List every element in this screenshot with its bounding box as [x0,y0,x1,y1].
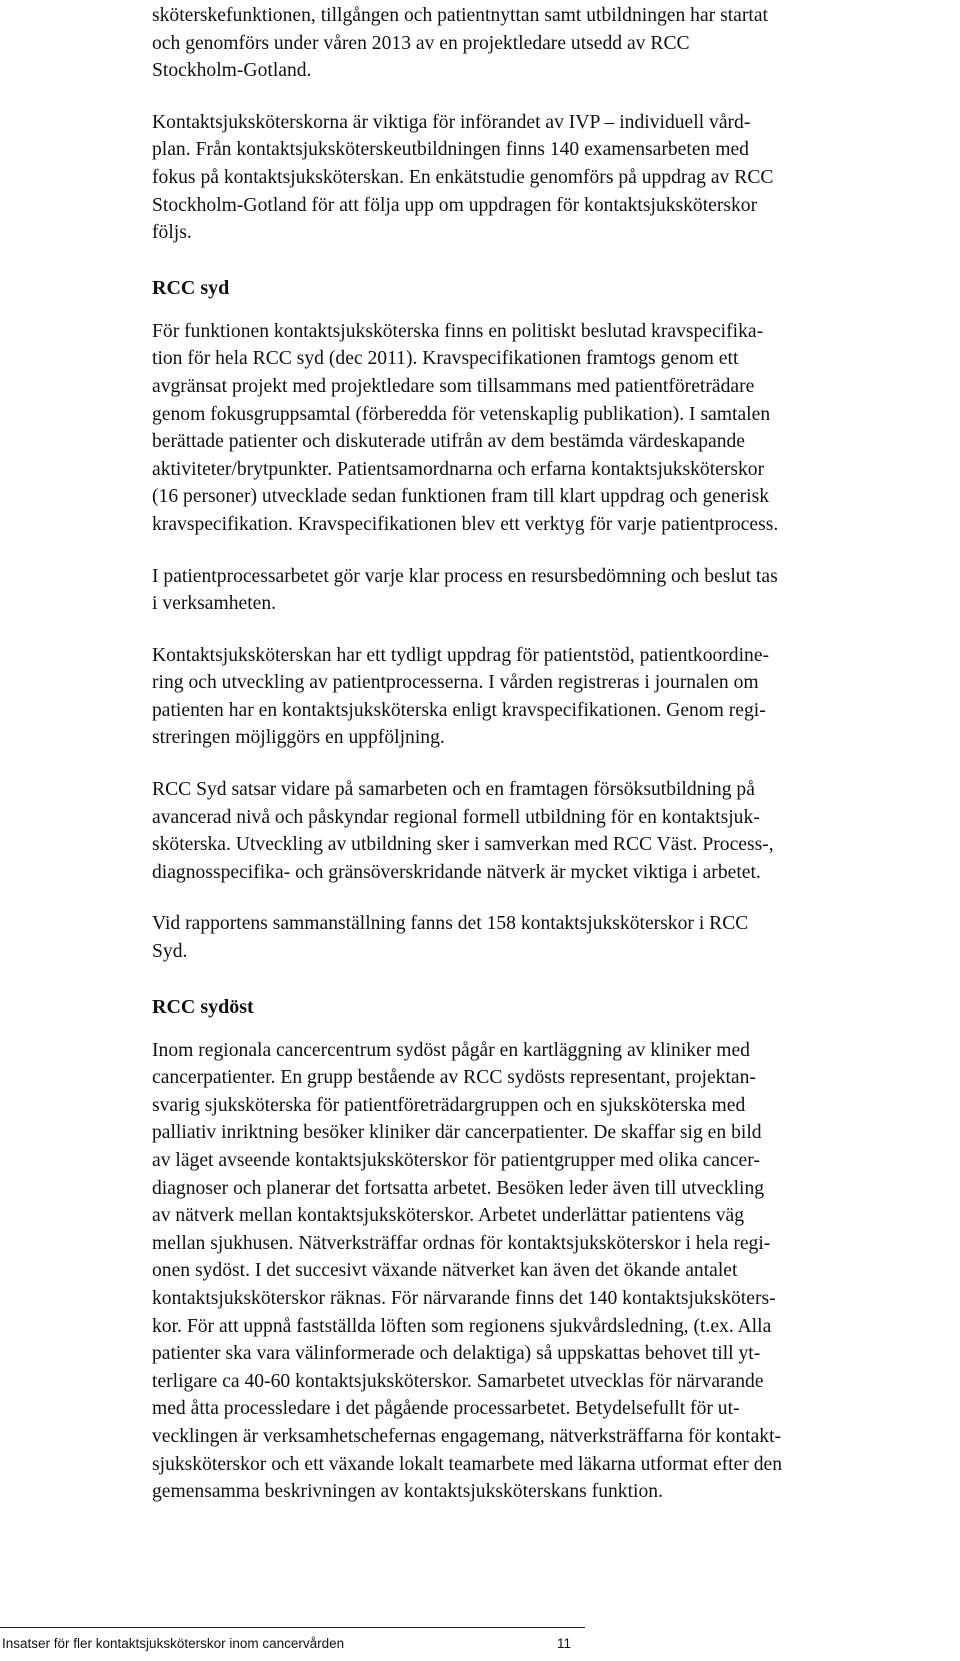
text-line: sköterskefunktionen, tillgången och patientnyttan samt utbildningen har startat [152,5,768,26]
text-line: fokus på kontaktsjuksköterskan. En enkätstudie genomförs på uppdrag av RCC [152,166,774,188]
paragraph-stockholm-start [152,2,948,85]
text-line: med åtta processledare i det pågående processarbetet. Betydelsefullt för ut- [152,1398,740,1420]
text-line: patienten har en kontaktsjuksköterska enligt kravspecifikationen. Genom regi- [152,699,766,721]
paragraph-utbildning [152,776,948,886]
text-line: plan. Från kontaktsjuksköterskeutbildningen finns 140 examensarbeten med [152,139,749,161]
text-line: och genomförs under våren 2013 av en projektledare utsedd av RCC [152,32,690,54]
text-line: svarig sjuksköterska för patientföreträdargruppen och en sjuksköterska med [152,1094,746,1116]
text-line: diagnoser och planerar det fortsatta arbetet. Besöken leder även till utveckling [152,1177,765,1199]
text-line: kravspecifikation. Kravspecifikationen blev ett verktyg för varje patientprocess. [152,513,779,535]
paragraph-patientprocess [152,563,948,618]
section-heading-rcc-syd: RCC syd [152,276,230,299]
text-line: Kontaktsjuksköterskorna är viktiga för införandet av IVP – individuell vård- [152,111,751,133]
text-line: I patientprocessarbetet gör varje klar process en resursbedömning och beslut tas [152,565,778,587]
text-line: streringen möjliggörs en uppföljning. [152,727,445,749]
text-line: Inom regionala cancercentrum sydöst pågår en kartläggning av kliniker med [152,1039,750,1061]
paragraph-sydost [152,1037,948,1506]
text-line: palliativ inriktning besöker kliniker där cancerpatienter. De skaffar sig en bild [152,1122,762,1144]
text-line: följs. [152,222,192,244]
text-line: i verksamheten. [152,593,277,615]
text-line: berättade patienter och diskuterade utifrån av dem bestämda värdeskapande [152,431,745,453]
text-line: Stockholm-Gotland. [152,60,312,82]
text-line: sköterska. Utveckling av utbildning sker i samverkan med RCC Väst. Process-, [152,834,774,856]
text-line: onen sydöst. I det succesivt växande nätverket kan även det ökande antalet [152,1260,738,1282]
text-line: För funktionen kontaktsjuksköterska finns en politiskt beslutad kravspecifika- [152,320,764,342]
text-line: cancerpatienter. En grupp bestående av RCC sydösts representant, projektan- [152,1067,756,1089]
section-heading-rcc-sydost: RCC sydöst [152,995,254,1018]
text-line: av nätverk mellan kontaktsjuksköterskor. Arbetet underlättar patientens väg [152,1205,744,1227]
text-line: avgränsat projekt med projektledare som tillsammans med patientföreträdare [152,375,755,397]
text-line: diagnosspecifika- och gränsöverskridande nätverk är mycket viktiga i arbetet. [152,861,761,883]
text-line: vecklingen är verksamhetschefernas engagemang, nätverksträffarna för kontakt- [152,1425,782,1447]
text-line: Kontaktsjuksköterskan har ett tydligt uppdrag för patientstöd, patientkoordine- [152,644,770,666]
text-line: aktiviteter/brytpunkter. Patientsamordnarna och erfarna kontaktsjuksköterskor [152,458,765,480]
text-line: ring och utveckling av patientprocesserna. I vården registreras i journalen om [152,672,759,694]
text-line: tion för hela RCC syd (dec 2011). Kravspecifikationen framtogs genom ett [152,348,739,370]
paragraph-uppdrag [152,642,948,752]
text-line: (16 personer) utvecklade sedan funktionen fram till klart uppdrag och generisk [152,486,769,508]
text-line: genom fokusgruppsamtal (förberedda för vetenskaplig publikation). I samtalen [152,403,771,425]
text-line: mellan sjukhusen. Nätverksträffar ordnas för kontaktsjuksköterskor i hela regi- [152,1232,771,1254]
paragraph-antal-syd [152,910,948,965]
text-line: Syd. [152,941,188,963]
paragraph-ivp [152,109,948,247]
text-line: gemensamma beskrivningen av kontaktsjuksköterskans funktion. [152,1481,663,1503]
text-line: sjuksköterskor och ett växande lokalt teamarbete med läkarna utformat efter den [152,1453,783,1475]
paragraph-kravspecifikation [152,318,948,539]
text-line: patienter ska vara välinformerade och delaktiga) så uppskattas behovet till yt- [152,1343,761,1365]
footer-title: Insatser för fler kontaktsjuksköterskor inom cancervården [2,1636,345,1651]
text-line: kontaktsjuksköterskor räknas. För närvarande finns det 140 kontaktsjuksköters- [152,1287,776,1309]
page-number: 11 [557,1636,572,1651]
text-line: Stockholm-Gotland för att följa upp om uppdragen för kontaktsjuksköterskor [152,194,758,216]
page-footer [0,1619,960,1661]
text-line: terligare ca 40-60 kontaktsjuksköterskor. Samarbetet utvecklas för närvarande [152,1370,764,1392]
text-line: RCC Syd satsar vidare på samarbeten och en framtagen försöksutbildning på [152,779,755,801]
text-line: Vid rapportens sammanställning fanns det 158 kontaktsjuksköterskor i RCC [152,913,749,935]
text-line: kor. För att uppnå fastställda löften som regionens sjukvårdsledning, (t.ex. Alla [152,1315,772,1337]
document-body [152,2,948,1530]
text-line: av läget avseende kontaktsjuksköterskor för patientgrupper med olika cancer- [152,1150,760,1171]
footer-divider [0,1627,585,1628]
text-line: avancerad nivå och påskyndar regional formell utbildning för en kontaktsjuk- [152,806,760,828]
